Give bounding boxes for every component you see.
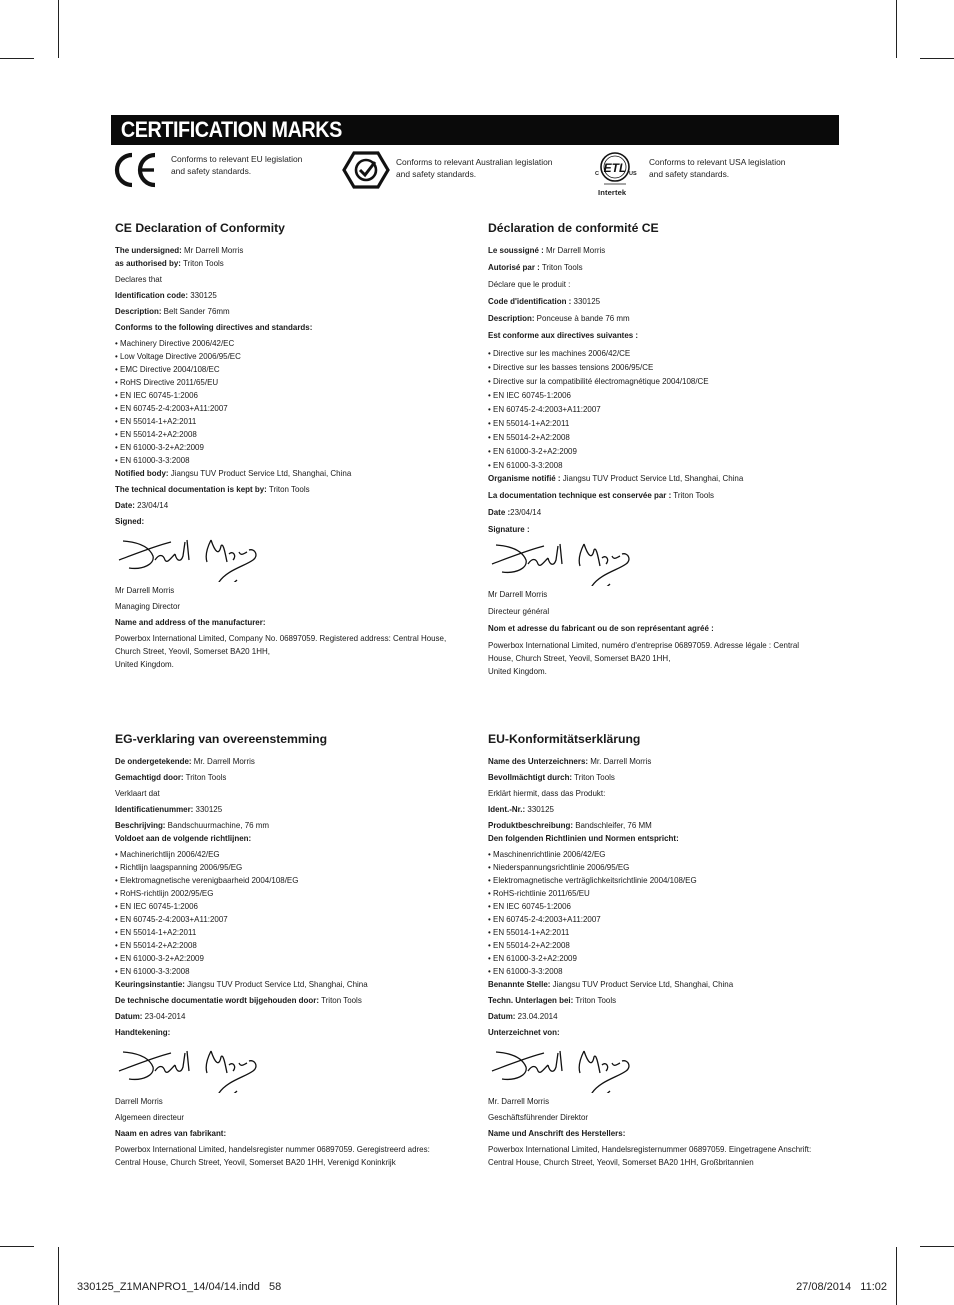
signatory-role: Managing Director xyxy=(115,601,181,611)
list-item: • Machinery Directive 2006/42/EC xyxy=(115,338,235,348)
signed-label: Signature : xyxy=(488,524,530,534)
authorised-line: Autorisé par : Triton Tools xyxy=(488,262,583,272)
declaration-fr xyxy=(488,221,838,678)
identification-line: Ident.-Nr.: 330125 xyxy=(488,804,554,814)
list-item: • EN 55014-2+A2:2008 xyxy=(115,940,197,950)
manufacturer-label: Naam en adres van fabrikant: xyxy=(115,1128,227,1138)
list-item: • EN 61000-3-2+A2:2009 xyxy=(115,442,204,452)
signed-label: Handtekening: xyxy=(115,1027,171,1037)
signed-label: Unterzeichnet von: xyxy=(488,1027,560,1037)
ce-mark-text-1: Conforms to relevant EU legislation xyxy=(171,154,303,164)
declares-line: Declares that xyxy=(115,274,162,284)
declares-line: Déclare que le produit : xyxy=(488,279,571,289)
list-item: • EN 61000-3-3:2008 xyxy=(488,460,563,470)
crop-mark xyxy=(920,58,954,59)
ce-mark-text-2: and safety standards. xyxy=(171,166,252,176)
conforms-line: Est conforme aux directives suivantes : xyxy=(488,330,639,340)
list-item: • EN 55014-2+A2:2008 xyxy=(115,429,197,439)
section-heading: EU-Konformitätserklärung xyxy=(488,732,641,746)
etl-us-label: US xyxy=(629,171,637,177)
signatory-role: Directeur général xyxy=(488,606,550,616)
list-item: • Directive sur les basses tensions 2006/95/CE xyxy=(488,362,654,372)
ce-mark xyxy=(111,152,331,192)
list-item: • EN 55014-2+A2:2008 xyxy=(488,432,570,442)
svg-text:ETL: ETL xyxy=(603,161,627,175)
list-item: • EN 55014-1+A2:2011 xyxy=(488,418,570,428)
list-item: • Elektromagnetische verenigbaarheid 2004/108/EG xyxy=(115,875,299,885)
declaration-de xyxy=(488,732,838,1169)
footer-filename: 330125_Z1MANPRO1_14/04/14.indd 58 xyxy=(77,1281,282,1293)
notified-body-line: Keuringsinstantie: Jiangsu TUV Product Service Ltd, Shanghai, China xyxy=(115,979,368,989)
undersigned-line: De ondergetekende: Mr. Darrell Morris xyxy=(115,756,255,766)
list-item: • EN 61000-3-3:2008 xyxy=(488,966,563,976)
list-item: • EN 55014-1+A2:2011 xyxy=(488,927,570,937)
signature-image xyxy=(115,1043,265,1093)
footer-timestamp: 27/08/2014 11:02 xyxy=(796,1281,887,1293)
list-item: • Low Voltage Directive 2006/95/EC xyxy=(115,351,241,361)
conforms-line: Den folgenden Richtlinien und Normen entspricht: xyxy=(488,833,679,843)
date-line: Datum: 23-04-2014 xyxy=(115,1011,186,1021)
list-item: • EN 55014-2+A2:2008 xyxy=(488,940,570,950)
list-item: • EN IEC 60745-1:2006 xyxy=(115,390,198,400)
signature-image xyxy=(488,1043,638,1093)
crop-mark xyxy=(0,1246,34,1247)
list-item: • Directive sur la compatibilité électromagnétique 2004/108/CE xyxy=(488,376,709,386)
technical-doc-line: Techn. Unterlagen bei: Triton Tools xyxy=(488,995,617,1005)
technical-doc-line: De technische documentatie wordt bijgehouden door: Triton Tools xyxy=(115,995,362,1005)
directive-list xyxy=(115,848,465,978)
etl-mark-text-2: and safety standards. xyxy=(649,169,730,179)
signatory-name: Darrell Morris xyxy=(115,1096,163,1106)
rcm-mark-text-1: Conforms to relevant Australian legislation xyxy=(396,157,553,167)
identification-line: Identificatienummer: 330125 xyxy=(115,804,223,814)
page-title: CERTIFICATION MARKS xyxy=(120,117,342,142)
manufacturer-address-3: United Kingdom. xyxy=(488,666,547,676)
manufacturer-label: Name and address of the manufacturer: xyxy=(115,617,266,627)
list-item: • Elektromagnetische verträglichkeitsrichtlinie 2004/108/EG xyxy=(488,875,697,885)
intertek-logo-text: Intertek xyxy=(598,188,627,197)
list-item: • EN IEC 60745-1:2006 xyxy=(488,390,571,400)
signature-image xyxy=(115,532,265,582)
manufacturer-label: Nom et adresse du fabricant ou de son représentant agréé : xyxy=(488,623,714,633)
list-item: • EMC Directive 2004/108/EC xyxy=(115,364,220,374)
section-heading: EG-verklaring van overeenstemming xyxy=(115,732,328,746)
conforms-line: Conforms to the following directives and standards: xyxy=(115,322,313,332)
date-line: Date: 23/04/14 xyxy=(115,500,169,510)
manufacturer-address-2: House, Church Street, Yeovil, Somerset BA20 1HH, xyxy=(488,653,671,663)
list-item: • EN 61000-3-2+A2:2009 xyxy=(488,446,577,456)
title-bar xyxy=(111,115,839,145)
signatory-role: Algemeen directeur xyxy=(115,1112,185,1122)
signatory-name: Mr Darrell Morris xyxy=(115,585,175,595)
notified-body-line: Organisme notifié : Jiangsu TUV Product Service Ltd, Shanghai, China xyxy=(488,473,744,483)
list-item: • RoHS Directive 2011/65/EU xyxy=(115,377,219,387)
etl-mark xyxy=(595,150,825,198)
crop-mark xyxy=(58,0,59,58)
crop-mark xyxy=(58,1247,59,1305)
signatory-name: Mr. Darrell Morris xyxy=(488,1096,550,1106)
authorised-line: Bevollmächtigt durch: Triton Tools xyxy=(488,772,615,782)
manufacturer-address-1: Powerbox International Limited, Company No. 06897059. Registered address: Central House, xyxy=(115,633,447,643)
declares-line: Verklaart dat xyxy=(115,788,160,798)
technical-doc-line: The technical documentation is kept by: Triton Tools xyxy=(115,484,310,494)
crop-mark xyxy=(896,1247,897,1305)
crop-mark xyxy=(896,0,897,58)
list-item: • Niederspannungsrichtlinie 2006/95/EG xyxy=(488,862,630,872)
identification-line: Identification code: 330125 xyxy=(115,290,217,300)
list-item: • EN 60745-2-4:2003+A11:2007 xyxy=(488,914,601,924)
description-line: Produktbeschreibung: Bandschleifer, 76 MM xyxy=(488,820,652,830)
signatory-role: Geschäftsführender Direktor xyxy=(488,1112,589,1122)
notified-body-line: Benannte Stelle: Jiangsu TUV Product Service Ltd, Shanghai, China xyxy=(488,979,734,989)
list-item: • EN 60745-2-4:2003+A11:2007 xyxy=(488,404,601,414)
list-item: • RoHS-richtlinie 2011/65/EU xyxy=(488,888,590,898)
list-item: • Maschinenrichtlinie 2006/42/EG xyxy=(488,849,606,859)
manufacturer-address-1: Powerbox International Limited, numéro d'entreprise 06897059. Adresse légale : Central xyxy=(488,640,800,650)
etl-mark-text-1: Conforms to relevant USA legislation xyxy=(649,157,786,167)
directive-list xyxy=(115,337,465,467)
ce-mark-icon xyxy=(111,152,159,188)
rcm-mark-text-2: and safety standards. xyxy=(396,169,477,179)
crop-mark xyxy=(0,58,34,59)
declares-line: Erklärt hiermit, dass das Produkt: xyxy=(488,788,606,798)
signatory-name: Mr Darrell Morris xyxy=(488,589,548,599)
list-item: • EN IEC 60745-1:2006 xyxy=(488,901,571,911)
list-item: • EN 61000-3-3:2008 xyxy=(115,455,190,465)
undersigned-line: Le soussigné : Mr Darrell Morris xyxy=(488,245,606,255)
manufacturer-address-2: Central House, Church Street, Yeovil, Somerset BA20 1HH, Verenigd Koninkrijk xyxy=(115,1157,396,1167)
list-item: • EN 60745-2-4:2003+A11:2007 xyxy=(115,403,228,413)
list-item: • EN 61000-3-2+A2:2009 xyxy=(115,953,204,963)
manufacturer-address-3: United Kingdom. xyxy=(115,659,174,669)
list-item: • RoHS-richtlijn 2002/95/EG xyxy=(115,888,214,898)
date-line: Date :23/04/14 xyxy=(488,507,542,517)
identification-line: Code d'identification : 330125 xyxy=(488,296,601,306)
manufacturer-label: Name und Anschrift des Herstellers: xyxy=(488,1128,626,1138)
notified-body-line: Notified body: Jiangsu TUV Product Service Ltd, Shanghai, China xyxy=(115,468,352,478)
rcm-mark xyxy=(342,150,582,192)
list-item: • EN 61000-3-3:2008 xyxy=(115,966,190,976)
manufacturer-address-1: Powerbox International Limited, Handelsregisternummer 06897059. Eingetragene Anschrift: xyxy=(488,1144,812,1154)
authorised-line: as authorised by: Triton Tools xyxy=(115,258,224,268)
declaration-en xyxy=(115,221,465,671)
list-item: • EN IEC 60745-1:2006 xyxy=(115,901,198,911)
description-line: Description: Belt Sander 76mm xyxy=(115,306,230,316)
technical-doc-line: La documentation technique est conservée par : Triton Tools xyxy=(488,490,715,500)
crop-mark xyxy=(920,1246,954,1247)
etl-c-label: C xyxy=(595,171,599,177)
list-item: • Directive sur les machines 2006/42/CE xyxy=(488,348,631,358)
list-item: • EN 55014-1+A2:2011 xyxy=(115,416,197,426)
conforms-line: Voldoet aan de volgende richtlijnen: xyxy=(115,833,252,843)
signature-image xyxy=(488,536,638,586)
list-item: • EN 60745-2-4:2003+A11:2007 xyxy=(115,914,228,924)
description-line: Description: Ponceuse à bande 76 mm xyxy=(488,313,630,323)
authorised-line: Gemachtigd door: Triton Tools xyxy=(115,772,227,782)
manufacturer-address-1: Powerbox International Limited, handelsregister nummer 06897059. Geregistreerd adres: xyxy=(115,1144,430,1154)
declaration-nl xyxy=(115,732,465,1169)
list-item: • EN 61000-3-2+A2:2009 xyxy=(488,953,577,963)
undersigned-line: The undersigned: Mr Darrell Morris xyxy=(115,245,244,255)
rcm-mark-icon xyxy=(342,150,390,190)
manufacturer-address-2: Central House, Church Street, Yeovil, Somerset BA20 1HH, Großbritannien xyxy=(488,1157,754,1167)
section-heading: CE Declaration of Conformity xyxy=(115,221,285,235)
directive-list xyxy=(488,848,838,978)
undersigned-line: Name des Unterzeichners: Mr. Darrell Morris xyxy=(488,756,652,766)
description-line: Beschrijving: Bandschuurmachine, 76 mm xyxy=(115,820,270,830)
list-item: • EN 55014-1+A2:2011 xyxy=(115,927,197,937)
list-item: • Machinerichtlijn 2006/42/EG xyxy=(115,849,220,859)
manufacturer-address-2: Church Street, Yeovil, Somerset BA20 1HH, xyxy=(115,646,270,656)
directive-list xyxy=(488,346,838,472)
date-line: Datum: 23.04.2014 xyxy=(488,1011,558,1021)
signed-label: Signed: xyxy=(115,516,145,526)
section-heading: Déclaration de conformité CE xyxy=(488,221,659,235)
list-item: • Richtlijn laagspanning 2006/95/EG xyxy=(115,862,243,872)
